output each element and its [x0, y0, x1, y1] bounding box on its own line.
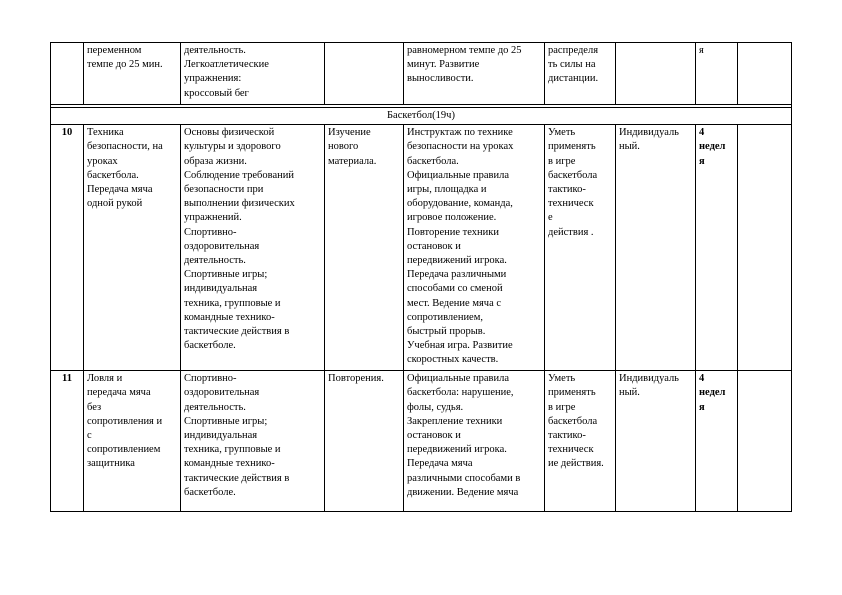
- lesson-number: [51, 43, 84, 105]
- lesson-homework: я: [696, 43, 738, 105]
- lesson-control: Индивидуаль ный.: [616, 371, 696, 512]
- lesson-content: деятельность. Легкоатлетические упражнения: кроссовый бег: [181, 43, 325, 105]
- lesson-elements: равномерном темпе до 25 минут. Развитие выносливости.: [404, 43, 545, 105]
- lesson-topic: Ловля и передача мяча без сопротивления и с сопротивлением защитника: [84, 371, 181, 512]
- lesson-type: Изучение нового материала.: [325, 125, 404, 371]
- lesson-homework: 4 недел я: [696, 125, 738, 371]
- lesson-topic: Техника безопасности, на уроках баскетбола. Передача мяча одной рукой: [84, 125, 181, 371]
- lesson-control: Индивидуаль ный.: [616, 125, 696, 371]
- lesson-date: [738, 43, 792, 105]
- lesson-elements: Официальные правила баскетбола: нарушение, фолы, судья. Закрепление техники остановок и передвижений игрока. Передача мяча различными способами в движении. Ведение мяча: [404, 371, 545, 512]
- table-row: [51, 371, 792, 512]
- lesson-elements: Инструктаж по технике безопасности на уроках баскетбола. Официальные правила игры, площадка и оборудование, команда, игровое положение. Повторение техники остановок и передвижений игрока. Передача различными способами со сменой мест. Ведение мяча с сопротивлением, быстрый прорыв. Учебная игра. Развитие скоростных качеств.: [404, 125, 545, 371]
- lesson-homework: 4 недел я: [696, 371, 738, 512]
- lesson-plan-table: [50, 42, 792, 512]
- table-row-continued: [51, 43, 792, 105]
- lesson-date: [738, 371, 792, 512]
- lesson-type: [325, 43, 404, 105]
- lesson-control: [616, 43, 696, 105]
- lesson-topic: переменном темпе до 25 мин.: [84, 43, 181, 105]
- lesson-requirements: распределя ть силы на дистанции.: [545, 43, 616, 105]
- section-row: [51, 108, 792, 125]
- lesson-date: [738, 125, 792, 371]
- table-row: [51, 125, 792, 371]
- lesson-content: Основы физической культуры и здорового образа жизни. Соблюдение требований безопасности при выполнении физических упражнений. Спортивно- оздоровительная деятельность. Спортивные игры; индивидуальная техника, групповые и командные технико- тактические действия в баскетболе.: [181, 125, 325, 371]
- section-title: Баскетбол(19ч): [51, 108, 792, 125]
- lesson-requirements: Уметь применять в игре баскетбола тактико- техническ е действия .: [545, 125, 616, 371]
- lesson-number: 10: [51, 125, 84, 371]
- lesson-content: Спортивно- оздоровительная деятельность. Спортивные игры; индивидуальная техника, групповые и командные технико- тактические действия в баскетболе.: [181, 371, 325, 512]
- lesson-number: 11: [51, 371, 84, 512]
- lesson-requirements: Уметь применять в игре баскетбола тактико- техническ ие действия.: [545, 371, 616, 512]
- lesson-type: Повторения.: [325, 371, 404, 512]
